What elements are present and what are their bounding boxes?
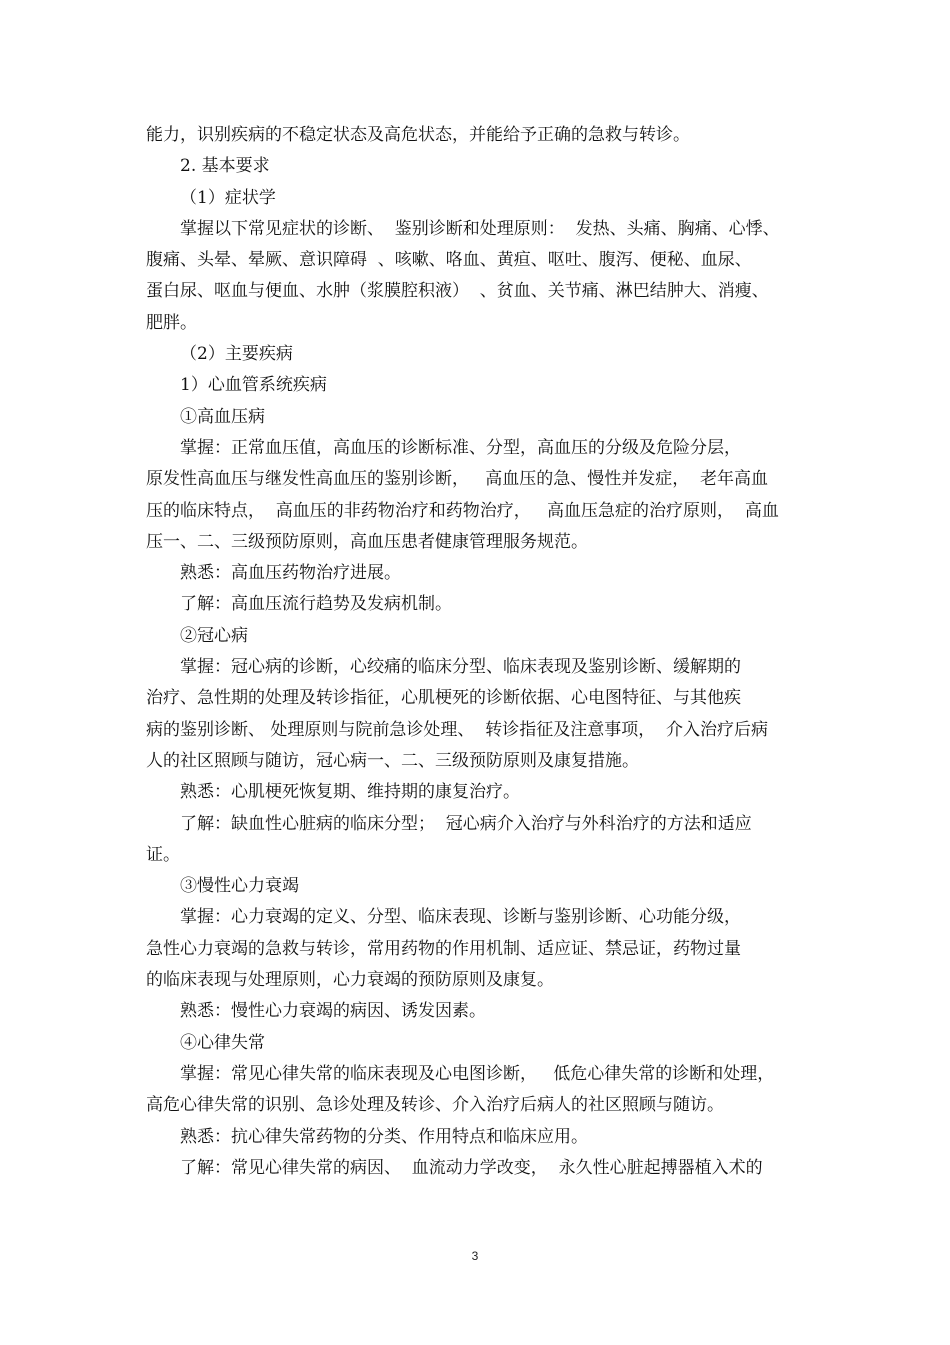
text-line: ①高血压病 (180, 406, 265, 427)
text-line: 掌握：常见心律失常的临床表现及心电图诊断， 低危心律失常的诊断和处理， (180, 1063, 775, 1084)
body-text (146, 120, 816, 1184)
text-line: 熟悉：慢性心力衰竭的病因、诱发因素。 (180, 1001, 486, 1022)
text-line: 熟悉：抗心律失常药物的分类、作用特点和临床应用。 (180, 1126, 588, 1147)
text-line: 能力，识别疾病的不稳定状态及高危状态，并能给予正确的急救与转诊。 (146, 125, 690, 145)
text-line: 掌握以下常见症状的诊断、 鉴别诊断和处理原则： 发热、头痛、胸痛、心悸、 (180, 218, 780, 239)
text-line: 的临床表现与处理原则，心力衰竭的预防原则及康复。 (146, 970, 554, 991)
text-line: 了解：缺血性心脏病的临床分型； 冠心病介入治疗与外科治疗的方法和适应 (180, 813, 752, 834)
text-line: 掌握：正常血压值，高血压的诊断标准、分型，高血压的分级及危险分层， (180, 437, 741, 458)
text-line: 蛋白尿、呕血与便血、水肿（浆膜腔积液） 、贫血、关节痛、淋巴结肿大、消瘦、 (146, 281, 769, 302)
text-line: 高危心律失常的识别、急诊处理及转诊、介入治疗后病人的社区照顾与随访。 (146, 1095, 724, 1116)
text-line: 熟悉：心肌梗死恢复期、维持期的康复治疗。 (180, 782, 520, 803)
text-line: ②冠心病 (180, 625, 248, 646)
text-line: 人的社区照顾与随访，冠心病一、二、三级预防原则及康复措施。 (146, 750, 639, 771)
text-line: 腹痛、头晕、晕厥、意识障碍 、咳嗽、咯血、黄疸、呕吐、腹泻、便秘、血尿、 (146, 250, 752, 271)
text-line: 急性心力衰竭的急救与转诊，常用药物的作用机制、适应证、禁忌证，药物过量 (146, 938, 741, 959)
text-line: 了解：常见心律失常的病因、 血流动力学改变， 永久性心脏起搏器植入术的 (180, 1157, 763, 1178)
text-line: 掌握：冠心病的诊断，心绞痛的临床分型、临床表现及鉴别诊断、缓解期的 (180, 657, 741, 678)
text-line: 熟悉：高血压药物治疗进展。 (180, 563, 401, 584)
text-line: 肥胖。 (146, 312, 197, 333)
text-line: 2. 基本要求 (180, 156, 270, 177)
text-line: 证。 (146, 844, 180, 865)
text-line: 掌握：心力衰竭的定义、分型、临床表现、诊断与鉴别诊断、心功能分级， (180, 907, 741, 928)
text-line: 1）心血管系统疾病 (180, 375, 327, 396)
text-line: 治疗、急性期的处理及转诊指征，心肌梗死的诊断依据、心电图特征、与其他疾 (146, 688, 741, 709)
page-number: 3 (471, 1249, 479, 1263)
text-line: （1）症状学 (180, 187, 276, 208)
text-line: ③慢性心力衰竭 (180, 876, 299, 897)
text-line: 压的临床特点， 高血压的非药物治疗和药物治疗， 高血压急症的治疗原则， 高血 (146, 500, 779, 521)
text-line: 了解：高血压流行趋势及发病机制。 (180, 594, 452, 615)
text-line: 原发性高血压与继发性高血压的鉴别诊断， 高血压的急、慢性并发症， 老年高血 (146, 469, 769, 490)
text-line: 压一、二、三级预防原则，高血压患者健康管理服务规范。 (146, 531, 588, 552)
text-line: ④心律失常 (180, 1032, 265, 1053)
text-line: 病的鉴别诊断、 处理原则与院前急诊处理、 转诊指征及注意事项， 介入治疗后病 (146, 719, 769, 740)
text-line: （2）主要疾病 (180, 344, 293, 365)
